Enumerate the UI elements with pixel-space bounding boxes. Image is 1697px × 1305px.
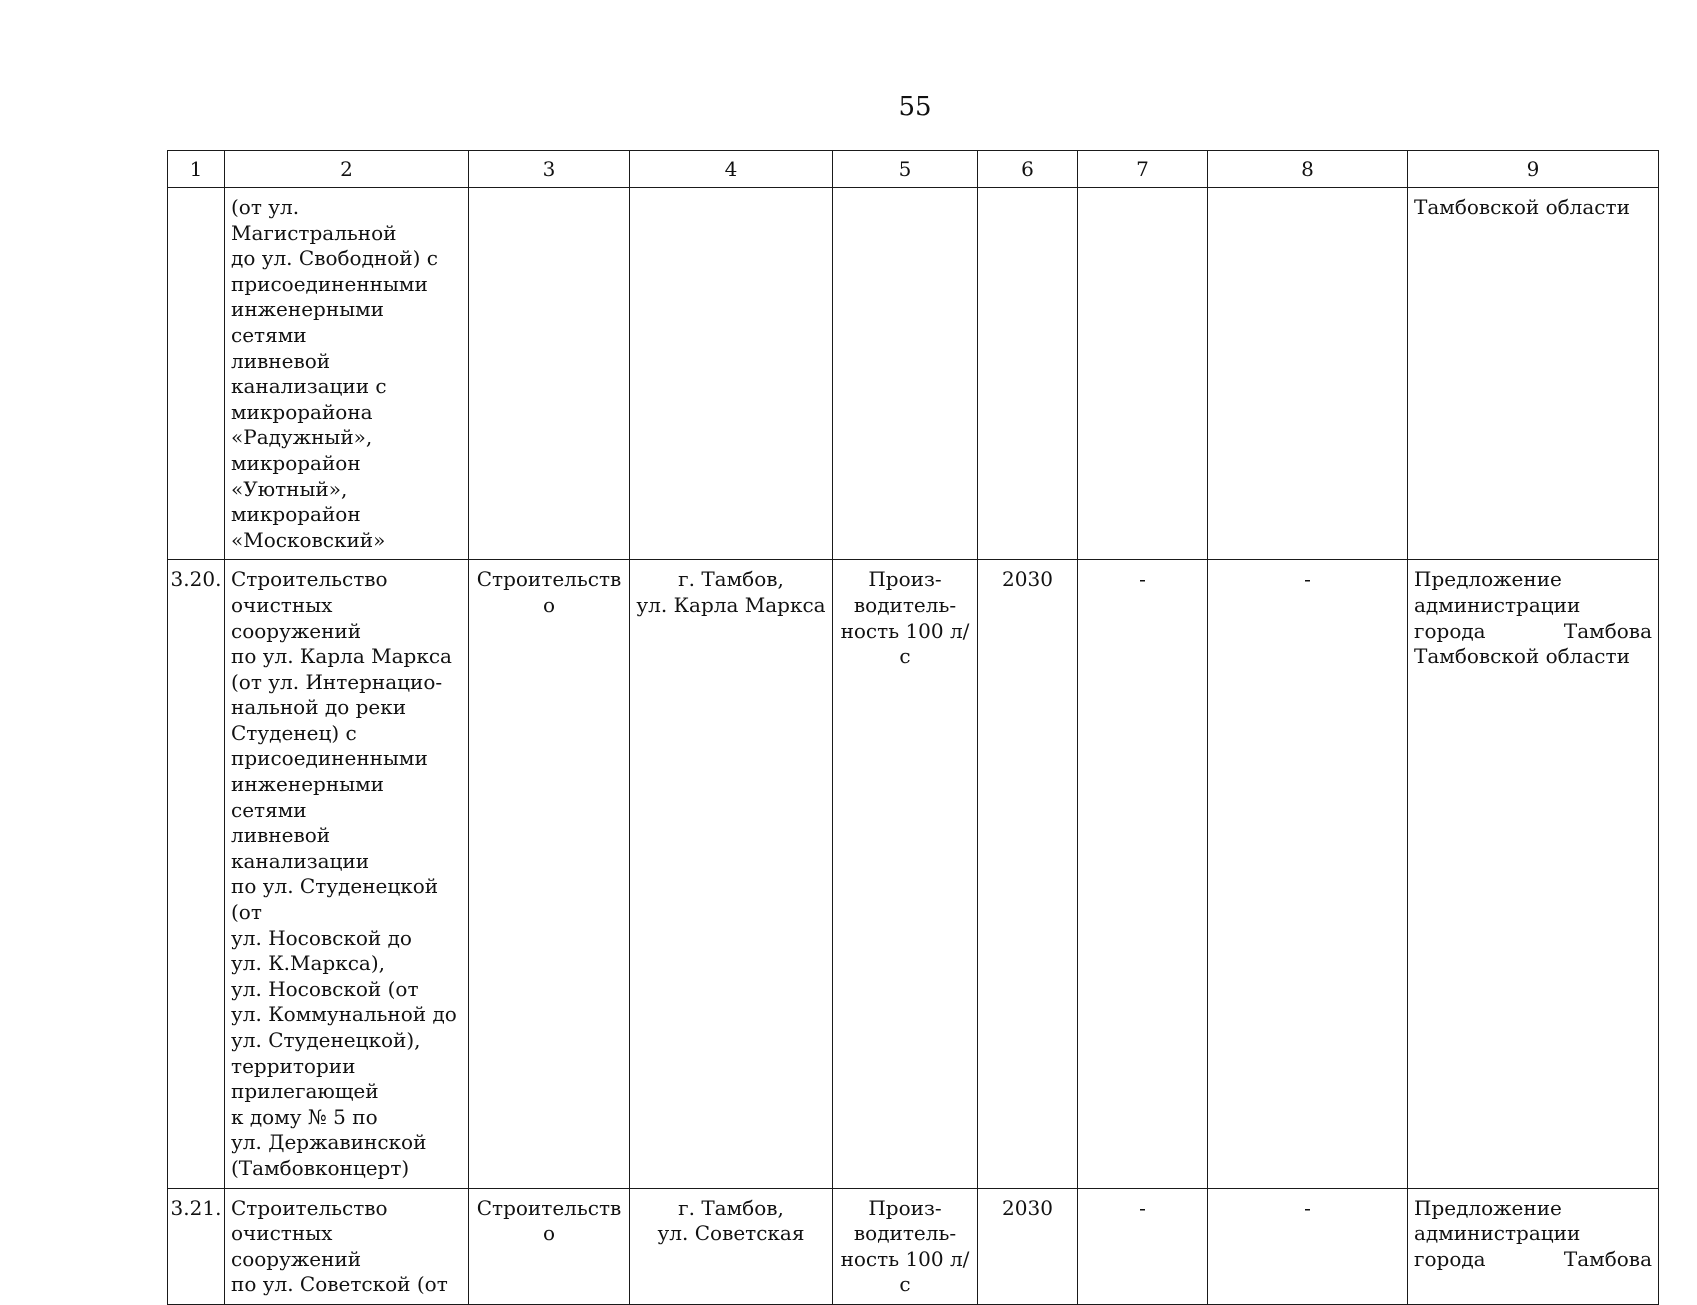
work-type-cell: Строительство — [469, 1188, 630, 1304]
header-cell: 4 — [630, 151, 833, 188]
source-justified-line — [1414, 619, 1652, 645]
table-header-row — [168, 151, 1659, 188]
location-cell: г. Тамбов, ул. Карла Маркса — [630, 560, 833, 1188]
source-justified-line — [1414, 1247, 1652, 1273]
year-cell: 2030 — [978, 1188, 1078, 1304]
object-name-cell: Строительство очистных сооружений по ул. Карла Маркса (от ул. Интернацио- нальной до реки Студенец) с присоединенными инженерными сетями ливневой канализации по ул. Студенецкой (от ул. Носовской до ул. К.Маркса), ул. Носовской (от ул. Коммунальной до ул. Студенецкой), территории прилегающей к дому № 5 по ул. Державинской (Тамбовконцерт) — [225, 560, 469, 1188]
table-row — [168, 560, 1659, 1188]
column-8-cell: - — [1208, 1188, 1408, 1304]
capacity-cell: Произ- водитель- ность 100 л/с — [833, 1188, 978, 1304]
column-8-cell — [1208, 188, 1408, 560]
row-number-cell: 3.20. — [168, 560, 225, 1188]
source-tail: Тамбовской области — [1414, 195, 1630, 219]
object-name-cell: Строительство очистных сооружений по ул. Советской (от — [225, 1188, 469, 1304]
column-7-cell: - — [1078, 1188, 1208, 1304]
year-cell: 2030 — [978, 560, 1078, 1188]
table-row — [168, 1188, 1659, 1304]
capacity-cell: Произ- водитель- ность 100 л/с — [833, 560, 978, 1188]
object-name-cell: (от ул. Магистральной до ул. Свободной) с присоединенными инженерными сетями ливневой канализации с микрорайона «Радужный», микрорайон «Уютный», микрорайон «Московский» — [225, 188, 469, 560]
document-table — [167, 150, 1659, 1305]
header-cell: 6 — [978, 151, 1078, 188]
header-cell: 1 — [168, 151, 225, 188]
year-cell — [978, 188, 1078, 560]
row-number-cell — [168, 188, 225, 560]
work-type-cell — [469, 188, 630, 560]
source-word-right: Тамбова — [1563, 618, 1652, 643]
table-row — [168, 188, 1659, 560]
column-8-cell: - — [1208, 560, 1408, 1188]
source-tail: Тамбовской области — [1414, 644, 1630, 669]
header-cell: 2 — [225, 151, 469, 188]
source-lines: Предложение администрации — [1414, 1195, 1581, 1246]
source-word-right: Тамбова — [1563, 1246, 1652, 1271]
header-cell: 3 — [469, 151, 630, 188]
page-number: 55 — [898, 92, 932, 122]
column-7-cell — [1078, 188, 1208, 560]
header-cell: 5 — [833, 151, 978, 188]
column-7-cell: - — [1078, 560, 1208, 1188]
row-number-cell: 3.21. — [168, 1188, 225, 1304]
source-word-left: города — [1414, 618, 1486, 643]
header-cell: 8 — [1208, 151, 1408, 188]
source-cell — [1408, 1188, 1659, 1304]
source-lines: Предложение администрации — [1414, 567, 1581, 617]
source-word-left: города — [1414, 1246, 1486, 1271]
source-cell — [1408, 188, 1659, 560]
location-cell: г. Тамбов, ул. Советская — [630, 1188, 833, 1304]
source-cell — [1408, 560, 1659, 1188]
capacity-cell — [833, 188, 978, 560]
location-cell — [630, 188, 833, 560]
header-cell: 7 — [1078, 151, 1208, 188]
work-type-cell: Строительство — [469, 560, 630, 1188]
header-cell: 9 — [1408, 151, 1659, 188]
